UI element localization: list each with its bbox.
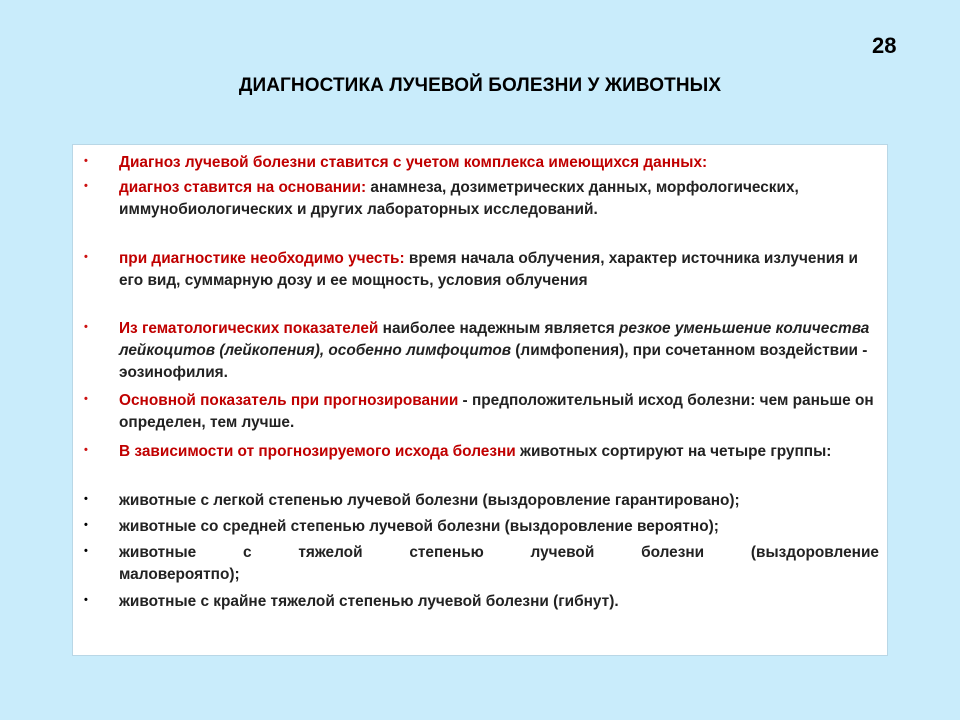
bullet-icon: •: [84, 444, 88, 456]
bullet-icon: •: [84, 519, 88, 531]
body-text: время начала облучения, характер источника излучения и его вид, суммарную дозу и ее мощность, условия облучения: [119, 250, 858, 289]
italic-text: резкое уменьшение количества лейкоцитов (лейкопения), особенно лимфоцитов: [119, 320, 870, 359]
body-text: животных сортируют на четыре группы:: [515, 443, 832, 460]
bullet-icon: •: [84, 251, 88, 263]
bullet-icon: •: [84, 493, 88, 505]
list-item-text: [119, 318, 879, 384]
list-item-text: [119, 152, 879, 174]
slide-number: 28: [872, 33, 897, 58]
bullet-icon: •: [84, 155, 88, 167]
body-text: (лимфопения), при сочетанном воздействии - эозинофилия.: [119, 342, 868, 381]
body-text: анамнеза, дозиметрических данных, морфологических, иммунобиологических и других лабораторных исследований.: [119, 179, 799, 218]
content-box: [72, 144, 888, 656]
list-item-text: животные с легкой степенью лучевой болезни (выздоровление гарантировано);: [119, 492, 740, 509]
list-item-text: животные со средней степенью лучевой болезни (выздоровление вероятно);: [119, 518, 719, 535]
highlight-text: Основной показатель при прогнозировании: [119, 392, 459, 409]
list-item-text: [119, 390, 879, 434]
bullet-icon: •: [84, 321, 88, 333]
list-item-text: [119, 441, 879, 463]
highlight-text: при диагностике необходимо учесть:: [119, 250, 405, 267]
bullet-icon: •: [84, 393, 88, 405]
body-text: маловероятпо);: [119, 566, 240, 583]
bullet-icon: •: [84, 180, 88, 192]
list-item-text: [119, 177, 879, 221]
justified-line: животные с тяжелой степенью лучевой болезни (выздоровление: [119, 544, 879, 561]
highlight-text: В зависимости от прогнозируемого исхода болезни: [119, 443, 516, 460]
slide-title: ДИАГНОСТИКА ЛУЧЕВОЙ БОЛЕЗНИ У ЖИВОТНЫХ: [238, 75, 722, 96]
list-item-text: [119, 248, 879, 292]
highlight-text: Из гематологических показателей: [119, 320, 379, 337]
highlight-text: Диагноз лучевой болезни ставится с учетом комплекса имеющихся данных:: [119, 154, 708, 171]
bullet-icon: •: [84, 545, 88, 557]
highlight-text: диагноз ставится на основании:: [119, 179, 367, 196]
bullet-icon: •: [84, 594, 88, 606]
list-item-text: животные с крайне тяжелой степенью лучевой болезни (гибнут).: [119, 593, 619, 610]
list-item-text: [119, 542, 879, 586]
body-text: наиболее надежным является: [378, 320, 619, 337]
body-text: - предположительный исход болезни: чем раньше он определен, тем лучше.: [119, 392, 874, 431]
